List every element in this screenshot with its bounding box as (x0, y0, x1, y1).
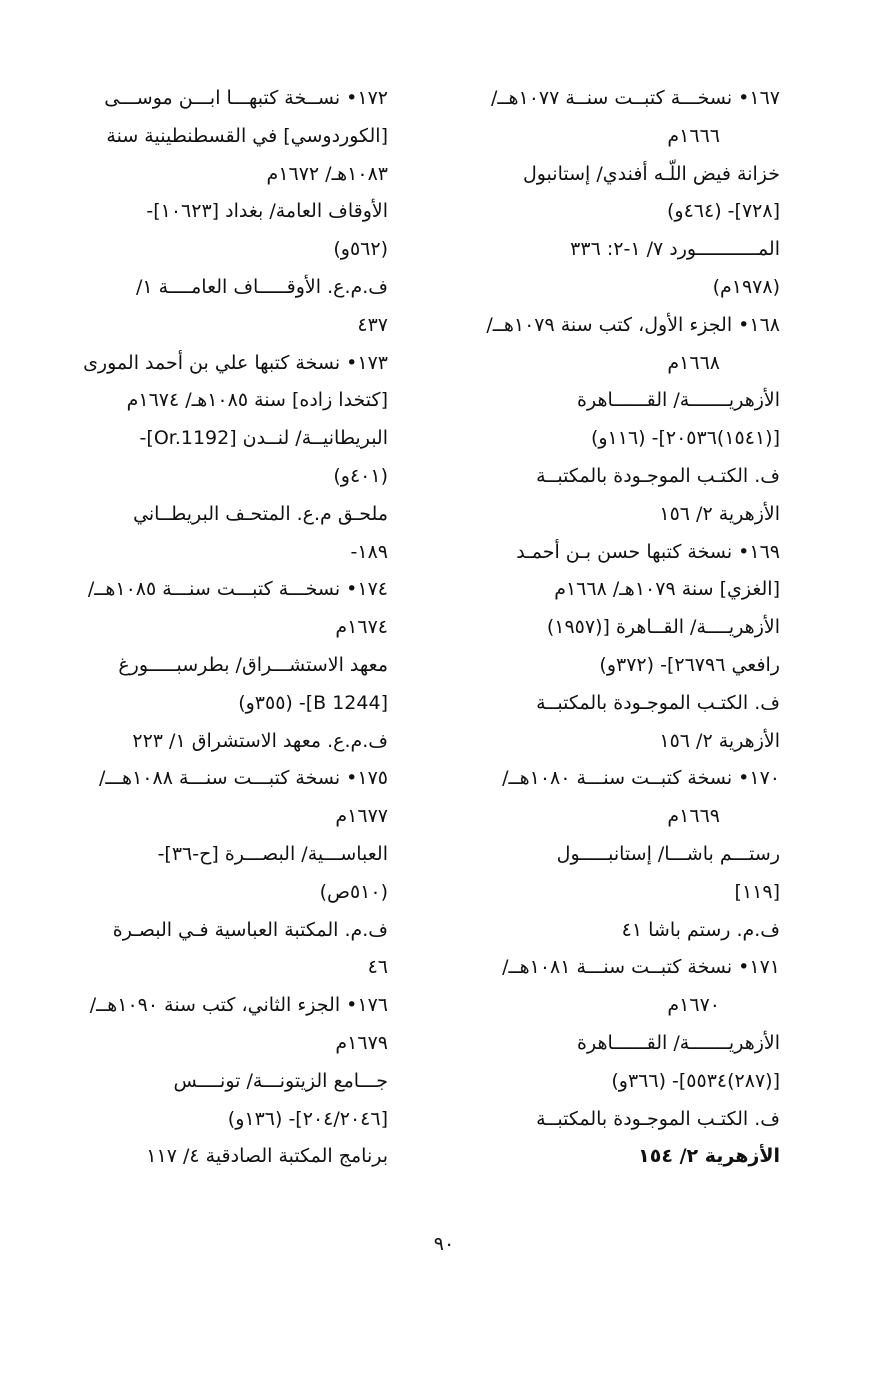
text-line: ١٧٣• نسخة كتبها علي بن أحمد المورى (83, 351, 388, 374)
text-line: معهد الاستشـــراق/ بطرسبـــــورغ (118, 653, 388, 676)
text-line: ١٧٢• نســخة كتبهـــا ابـــن موســـى (104, 87, 388, 109)
text-line: (١٩٧٨م) (712, 275, 780, 298)
text-line: ١٦٦٨م (667, 351, 720, 374)
text-line: ف. الكتـب الموجـودة بالمكتبــة (536, 1107, 780, 1130)
text-line: ١٦٧٠م (667, 994, 720, 1017)
right-column (440, 80, 780, 1176)
text-line: ١٧٦• الجزء الثاني، كتب سنة ١٠٩٠هــ/ (89, 994, 388, 1017)
text-line: (٤٠١و) (333, 464, 388, 487)
text-line: الأوقاف العامة/ بغداد [١٠٦٢٣]- (146, 200, 388, 223)
text-line: ف.م.ع. معهد الاستشراق ١/ ٢٢٣ (132, 729, 388, 752)
text-line: (٥١٠ص) (319, 880, 388, 903)
text-line: [الكوردوسي] في القسطنطينية سنة (106, 124, 388, 147)
text-line: ١٦٩• نسخة كتبها حسن بـن أحمـد (516, 540, 780, 563)
text-line: الأزهرية ٢/ ١٥٤ (638, 1145, 780, 1168)
text-line: رافعي ٢٦٧٩٦]- (٣٧٢و) (599, 653, 780, 676)
text-line: (٥٦٢و) (333, 238, 388, 261)
text-line: ١٧٥• نسخة كتبـــت سنـــة ١٠٨٨هـــ/ (98, 767, 388, 790)
text-line: المـــــــــــورد ٧/ ١-٢: ٣٣٦ (570, 238, 780, 261)
text-line: ف.م. رستم باشا ٤١ (621, 918, 780, 941)
text-line: الأزهريـــــــة/ القــــــاهرة (577, 389, 780, 412)
text-line: ملحـق م.ع. المتحـف البريطــاني (133, 502, 388, 525)
text-line: جـــامع الزيتونـــة/ تونــــس (173, 1069, 388, 1092)
text-line: [الغزي] سنة ١٠٧٩هـ/ ١٦٦٨م (554, 578, 780, 601)
text-line: [١١٩] (734, 880, 780, 903)
left-column (52, 80, 388, 1176)
text-line: ١٦٦٩م (667, 805, 720, 828)
text-line: ١٨٩- (350, 540, 388, 563)
text-line: ٤٣٧ (357, 313, 388, 336)
text-line: برنامج المكتبة الصادقية ٤/ ١١٧ (146, 1145, 388, 1168)
text-line: ١٧٠• نسخة كتبــت سنـــة ١٠٨٠هــ/ (502, 767, 780, 790)
text-line: ١٦٧٧م (335, 805, 388, 828)
text-line: ١٠٨٣هـ/ ١٦٧٢م (266, 162, 388, 185)
text-line: ١٦٧٤م (335, 616, 388, 639)
text-line: ٤٦ (367, 956, 388, 979)
text-line: البريطانيــة/ لنــدن [Or.1192]- (139, 427, 388, 450)
text-line: خزانة فيض اللّـه أفندي/ إستانبول (522, 162, 780, 185)
text-line: ١٦٨• الجزء الأول، كتب سنة ١٠٧٩هــ/ (486, 313, 780, 336)
text-line: ف.م. المكتبة العباسية فـي البصـرة (112, 918, 388, 941)
text-line: [كتخدا زاده] سنة ١٠٨٥هـ/ ١٦٧٤م (126, 389, 388, 412)
text-line: ١٦٦٦م (667, 124, 720, 147)
text-line: الأزهريـــــــة/ القــــــاهرة (577, 1031, 780, 1054)
text-line: ١٦٧• نسخـــة كتبــت سنــة ١٠٧٧هــ/ (490, 87, 780, 109)
text-line: [٧٢٨]- (٤٦٤و) (667, 200, 780, 223)
text-line: العباســـية/ البصـــرة [ح-٣٦]- (157, 842, 388, 865)
text-line: الأزهرية ٢/ ١٥٦ (659, 502, 780, 525)
text-line: ف. الكتـب الموجـودة بالمكتبــة (536, 691, 780, 714)
text-line: الأزهرية ٢/ ١٥٦ (659, 729, 780, 752)
text-line: ١٦٧٩م (335, 1031, 388, 1054)
text-line: رستـــم باشـــا/ إستانبـــــول (556, 842, 780, 865)
text-line: [(١٥٤١)٢٠٥٣٦]- (١١٦و) (590, 427, 780, 450)
text-line: ف. الكتـب الموجـودة بالمكتبــة (536, 464, 780, 487)
text-line: [B 1244]- (٣٥٥و) (238, 691, 388, 714)
page-number: ٩٠ (433, 1233, 455, 1255)
text-line: الأزهريــــة/ القــاهرة [(١٩٥٧) (546, 616, 780, 639)
text-line: [٢٠٤/٢٠٤٦]- (١٣٦و) (227, 1107, 388, 1130)
text-line: [(٢٨٧)٥٥٣٤]- (٣٦٦و) (611, 1069, 780, 1092)
text-line: ١٧١• نسخة كتبــت سنـــة ١٠٨١هــ/ (502, 956, 780, 979)
text-line: ف.م.ع. الأوقـــــاف العامــــة ١/ (135, 275, 388, 298)
text-line: ١٧٤• نسخـــة كتبـــت سنـــة ١٠٨٥هــ/ (87, 578, 388, 601)
